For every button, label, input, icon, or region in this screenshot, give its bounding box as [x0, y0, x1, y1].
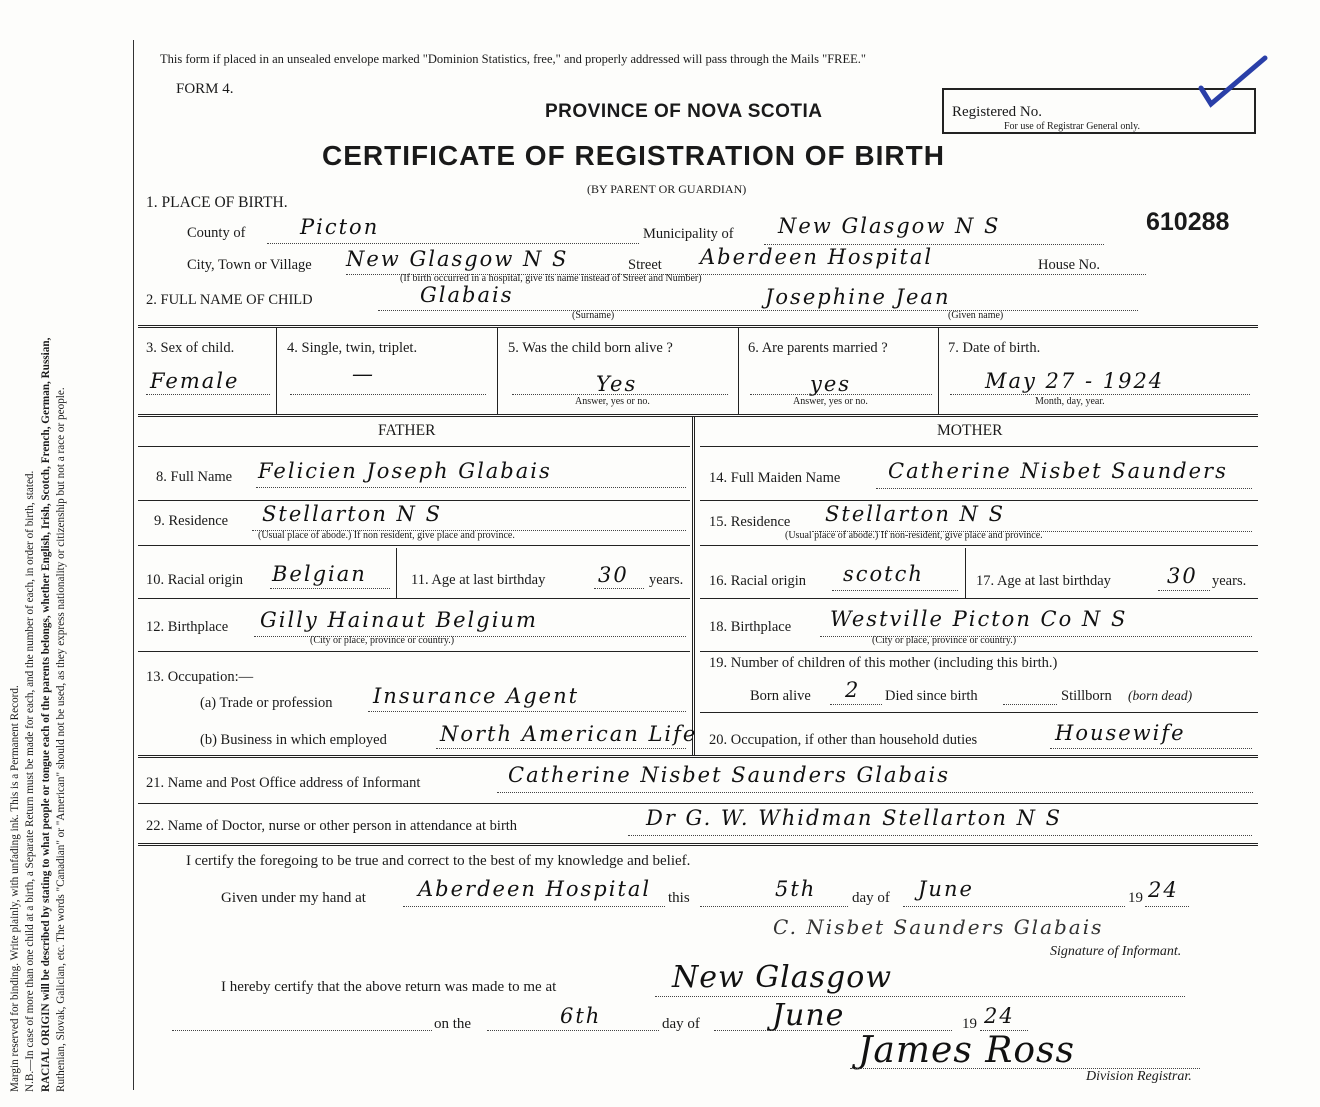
form-number: FORM 4. — [176, 81, 234, 97]
margin-line-3: RACIAL ORIGIN will be described by stating to what people or tongue each of the parents belongs, whether English, Irish, Scotch, French, German, Russian, — [39, 337, 52, 1092]
on-the-label: on the — [434, 1016, 472, 1032]
mother-occupation: Housewife — [1055, 721, 1186, 745]
registrar-day: 6th — [560, 1004, 602, 1028]
attendant-value: Dr G. W. Whidman Stellarton N S — [646, 806, 1063, 830]
given-day-of-label: day of — [852, 890, 890, 906]
father-birthplace: Gilly Hainaut Belgium — [260, 608, 538, 632]
attendant-label: 22. Name of Doctor, nurse or other person in attendance at birth — [146, 818, 518, 834]
registrar-day-of-label: day of — [662, 1016, 700, 1032]
dob-caption: Month, day, year. — [1035, 396, 1105, 407]
father-residence: Stellarton N S — [262, 502, 442, 526]
margin-border — [133, 40, 134, 1090]
certificate-title: CERTIFICATE OF REGISTRATION OF BIRTH — [322, 140, 945, 171]
father-name: Felicien Joseph Glabais — [258, 459, 552, 483]
mother-residence-caption: (Usual place of abode.) If non-resident, give place and province. — [785, 530, 1043, 541]
informant-label: 21. Name and Post Office address of Informant — [146, 775, 421, 791]
alive-value: Yes — [596, 372, 638, 396]
informant-signature-caption: Signature of Informant. — [1050, 944, 1182, 959]
given-year-prefix: 19 — [1128, 890, 1143, 906]
father-years-label: years. — [649, 572, 684, 588]
mother-age: 30 — [1167, 564, 1198, 588]
certificate-subtitle: (BY PARENT OR GUARDIAN) — [587, 182, 747, 196]
mother-years-label: years. — [1212, 573, 1247, 589]
born-alive-label: Born alive — [750, 688, 811, 704]
father-birthplace-caption: (City or place, province or country.) — [310, 635, 455, 646]
certify-statement: I certify the foregoing to be true and correct to the best of my knowledge and belief. — [186, 853, 691, 869]
county-value: Picton — [300, 215, 380, 239]
mail-notice: This form if placed in an unsealed envelope marked "Dominion Statistics, free," and properly addressed will pass through the Mails "FREE." — [160, 52, 867, 66]
born-alive-value: 2 — [845, 678, 861, 702]
city-value: New Glasgow N S — [346, 247, 569, 271]
father-occupation-label: 13. Occupation:— — [146, 669, 254, 685]
father-trade: Insurance Agent — [373, 684, 580, 708]
given-caption: (Given name) — [948, 310, 1004, 321]
mother-race: scotch — [843, 562, 924, 586]
mother-age-label: 17. Age at last birthday — [976, 573, 1111, 589]
registrar-place: New Glasgow — [672, 960, 893, 995]
mother-birthplace: Westville Picton Co N S — [830, 607, 1128, 631]
registrar-year-prefix: 19 — [962, 1016, 977, 1032]
this-label: this — [668, 890, 690, 906]
registered-note: For use of Registrar General only. — [1004, 121, 1140, 132]
mother-heading: MOTHER — [937, 422, 1003, 439]
father-race-label: 10. Racial origin — [146, 572, 244, 588]
registrar-year-suffix: 24 — [984, 1004, 1015, 1028]
mother-residence: Stellarton N S — [825, 502, 1005, 526]
alive-label: 5. Was the child born alive ? — [508, 340, 673, 356]
given-year-suffix: 24 — [1148, 878, 1179, 902]
father-business: North American Life — [440, 722, 698, 746]
sex-value: Female — [150, 369, 240, 393]
died-since-label: Died since birth — [885, 688, 978, 704]
mother-name: Catherine Nisbet Saunders — [888, 459, 1228, 483]
mother-birthplace-caption: (City or place, province or country.) — [872, 635, 1017, 646]
given-under-label: Given under my hand at — [221, 890, 366, 906]
mother-name-label: 14. Full Maiden Name — [709, 470, 841, 486]
mother-race-label: 16. Racial origin — [709, 573, 807, 589]
province-title: PROVINCE OF NOVA SCOTIA — [545, 101, 823, 122]
given-day: 5th — [775, 877, 817, 901]
plurality-value: — — [352, 362, 375, 386]
child-given-name: Josephine Jean — [765, 285, 951, 309]
registrar-caption: Division Registrar. — [1086, 1069, 1192, 1084]
hospital-note: (If birth occurred in a hospital, give its name instead of Street and Number) — [400, 273, 702, 284]
informant-value: Catherine Nisbet Saunders Glabais — [508, 763, 951, 787]
alive-answer-caption: Answer, yes or no. — [575, 396, 650, 407]
father-name-label: 8. Full Name — [156, 469, 233, 485]
street-label: Street — [628, 257, 662, 273]
married-answer-caption: Answer, yes or no. — [793, 396, 868, 407]
margin-line-2: N.B.—In case of more than one child at a birth, a Separate Return must be made for each, and the number of each, in order of birth, stated. — [24, 470, 37, 1092]
dob-label: 7. Date of birth. — [948, 340, 1041, 356]
margin-line-1: Margin reserved for binding. Write plainly, with unfading ink. This is a Permanent Record. — [9, 685, 21, 1092]
county-label: County of — [187, 225, 246, 241]
father-age-label: 11. Age at last birthday — [411, 572, 546, 588]
registration-number: 610288 — [1146, 208, 1230, 236]
married-label: 6. Are parents married ? — [748, 340, 888, 356]
father-birthplace-label: 12. Birthplace — [146, 619, 229, 635]
mother-residence-label: 15. Residence — [709, 514, 791, 530]
plurality-label: 4. Single, twin, triplet. — [287, 340, 418, 356]
street-value: Aberdeen Hospital — [700, 245, 934, 269]
margin-instructions — [8, 0, 138, 1092]
informant-signature: C. Nisbet Saunders Glabais — [773, 915, 1104, 939]
father-business-label: (b) Business in which employed — [200, 732, 387, 748]
stillborn-label: Stillborn — [1061, 688, 1112, 704]
father-race: Belgian — [272, 562, 367, 586]
registrar-month: June — [772, 998, 845, 1033]
place-of-birth-label: 1. PLACE OF BIRTH. — [146, 194, 288, 211]
married-value: yes — [810, 372, 852, 396]
margin-line-4: Ruthenian, Slovak, Galician, etc. The words "Canadian" or "American" should not be used, as they express nationality or citizenship but not a race or people. — [55, 387, 68, 1092]
registrar-signature: James Ross — [858, 1030, 1075, 1071]
municipality-label: Municipality of — [643, 226, 734, 242]
dob-value: May 27 - 1924 — [985, 369, 1165, 393]
child-surname: Glabais — [420, 283, 514, 307]
checkmark-icon — [1195, 52, 1273, 112]
mother-occupation-label: 20. Occupation, if other than household duties — [709, 732, 978, 748]
registered-label: Registered No. — [952, 104, 1042, 120]
mother-birthplace-label: 18. Birthplace — [709, 619, 792, 635]
house-label: House No. — [1038, 257, 1101, 273]
father-residence-label: 9. Residence — [154, 513, 229, 529]
child-name-label: 2. FULL NAME OF CHILD — [146, 292, 313, 308]
father-residence-caption: (Usual place of abode.) If non resident, give place and province. — [258, 530, 515, 541]
father-trade-label: (a) Trade or profession — [200, 695, 333, 711]
given-place: Aberdeen Hospital — [418, 877, 652, 901]
municipality-value: New Glasgow N S — [778, 214, 1001, 238]
father-age: 30 — [598, 563, 629, 587]
given-month: June — [918, 877, 974, 901]
sex-label: 3. Sex of child. — [146, 340, 235, 356]
stillborn-note: (born dead) — [1128, 688, 1193, 703]
father-heading: FATHER — [378, 422, 436, 439]
registrar-statement: I hereby certify that the above return was made to me at — [221, 979, 557, 995]
city-label: City, Town or Village — [187, 257, 312, 273]
surname-caption: (Surname) — [572, 310, 615, 321]
mother-children-label: 19. Number of children of this mother (including this birth.) — [709, 655, 1058, 671]
